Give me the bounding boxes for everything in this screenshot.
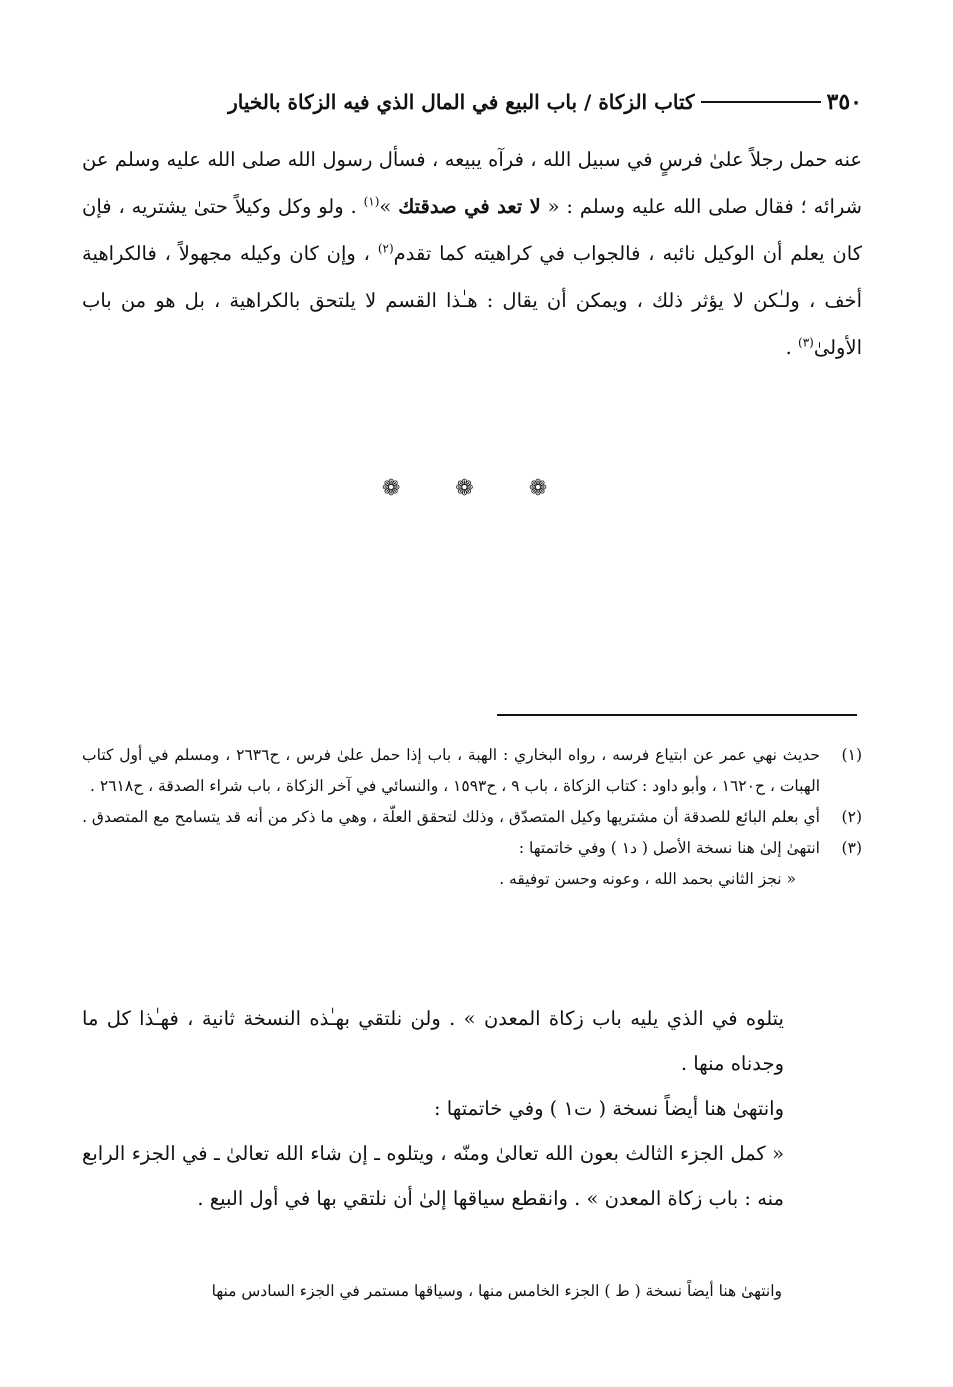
footnote-ref-1[interactable]: (١): [363, 194, 380, 209]
header-rule: [701, 101, 821, 103]
body-text-a: عنه حمل رجلاً علىٰ فرسٍ في سبيل الله ، فرآه يبيعه ، فسأل رسول الله صلى الله عليه وسلم عن شرائه ؛ فقال صلى الله عليه وسلم : «: [82, 148, 862, 218]
footnote-1: [82, 740, 862, 802]
footnote-2: [82, 802, 862, 833]
body-text-e: .: [785, 336, 799, 359]
footnote-continuation: [82, 996, 812, 1221]
footnote-ref-3[interactable]: (٣): [798, 335, 814, 350]
hadith-quote: لا تعد في صدقتك: [398, 195, 541, 218]
continuation-paragraph-3: « كمل الجزء الثالث بعون الله تعالىٰ ومنّه ، ويتلوه ـ إن شاء الله تعالىٰ ـ في الجزء الرابع منه : باب زكاة المعدن » . وانقطع سياقها إلىٰ أن نلتقي بها في أول البيع .: [82, 1142, 784, 1210]
footnotes: [82, 740, 862, 895]
footnote-number: (٣): [841, 839, 862, 857]
body-text-c: . ولو وكل وكيلاً حتىٰ يشتريه ، فإن كان يعلم أن الوكيل نائبه ، فالجواب في كراهيته كما تقدم: [82, 195, 862, 265]
footnote-3: [82, 833, 862, 895]
running-header: [82, 86, 862, 118]
main-text: [82, 136, 862, 371]
footnote-number: (٢): [841, 808, 862, 826]
footnote-ref-2[interactable]: (٢): [377, 241, 394, 256]
page-number: ٣٥٠: [826, 89, 862, 115]
final-note: وانتهىٰ هنا أيضاً نسخة ( ط ) الجزء الخامس منها ، وسياقها مستمر في الجزء السادس منها: [211, 1282, 782, 1300]
footnote-quote: « نجز الثاني بحمد الله ، وعونه وحسن توفيقه .: [499, 870, 796, 888]
footnote-text: حديث نهي عمر عن ابتياع فرسه ، رواه البخاري : الهبة ، باب إذا حمل علىٰ فرس ، ح٢٦٣٦ ، ومسلم في أول كتاب الهبات ، ح١٦٢٠ ، وأبو داود : كتاب الزكاة ، باب ٩ ، ح١٥٩٣ ، والنسائي في آخر الزكاة ، باب شراء الصدقة ، ح٢٦١٨ .: [82, 746, 821, 795]
footnote-text: انتهىٰ إلىٰ هنا نسخة الأصل ( د١ ) وفي خاتمتها :: [518, 839, 820, 857]
body-text-d: ، وإن كان وكيله مجهولاً ، فالكراهية أخف ، ولـٰكن لا يؤثر ذلك ، ويمكن أن يقال : هـٰذا القسم لا يلتحق بالكراهية ، بل هو من باب الأولىٰ: [82, 242, 862, 359]
body-text-b: »: [379, 195, 399, 218]
continuation-paragraph-1: يتلوه في الذي يليه باب زكاة المعدن » . ولن نلتقي بهـٰذه النسخة ثانية ، فهـٰذا كل ما وجدناه منها .: [82, 1007, 784, 1075]
footnote-text: أي بعلم البائع للصدقة أن مشتريها وكيل المتصدّق ، وذلك لتحقق العلّة ، وهي ما ذكر من أنه قد يتسامح مع المتصدق .: [82, 808, 820, 826]
footnote-separator: [497, 714, 857, 716]
footnote-number: (١): [841, 746, 862, 764]
body-paragraph: [82, 136, 862, 371]
chapter-title: كتاب الزكاة / باب البيع في المال الذي فيه الزكاة بالخيار: [228, 90, 695, 114]
section-ornament: ❁ ❁ ❁: [381, 476, 572, 501]
continuation-paragraph-2: وانتهىٰ هنا أيضاً نسخة ( ت١ ) وفي خاتمتها :: [434, 1097, 784, 1120]
